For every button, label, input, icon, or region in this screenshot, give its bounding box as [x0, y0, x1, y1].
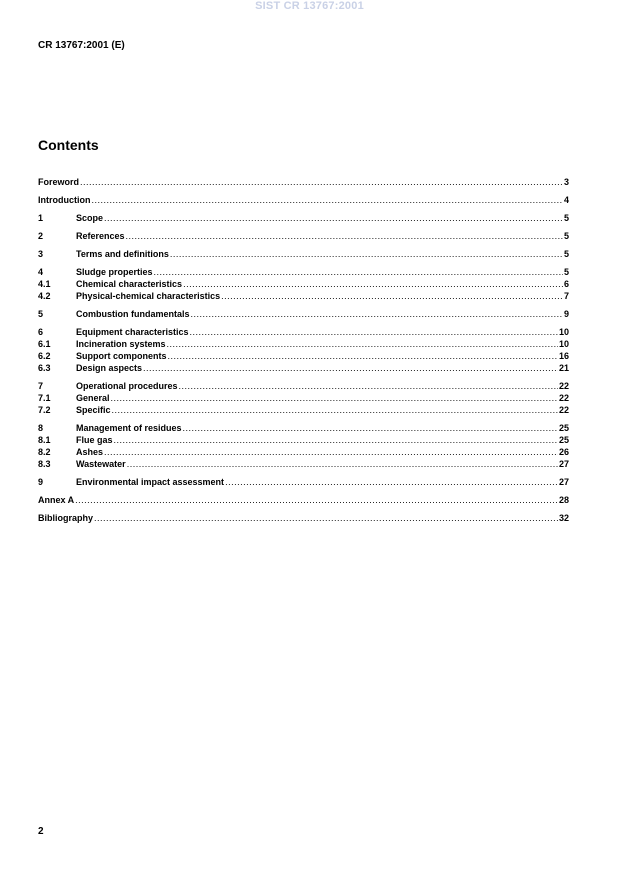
toc-dot-leader	[143, 362, 558, 374]
toc-entry-number: 6.2	[38, 351, 51, 361]
toc-entry-label: Flue gas	[76, 435, 113, 445]
toc-entry[interactable]	[38, 476, 569, 488]
toc-dot-leader	[127, 458, 558, 470]
toc-entry[interactable]	[38, 392, 569, 404]
toc-entry-number: 8.1	[38, 435, 51, 445]
toc-entry[interactable]	[38, 248, 569, 260]
toc-entry-number: 8.2	[38, 447, 51, 457]
toc-entry-label: Annex A	[38, 495, 75, 505]
document-id: CR 13767:2001 (E)	[38, 40, 125, 51]
toc-entry-page: 25	[558, 435, 569, 445]
toc-entry-page: 5	[563, 249, 569, 259]
toc-entry-label: Wastewater	[76, 459, 126, 469]
toc-dot-leader	[114, 434, 558, 446]
watermark: SIST CR 13767:2001	[255, 0, 364, 12]
toc-entry-label: Foreword	[38, 177, 80, 187]
toc-entry[interactable]	[38, 362, 569, 374]
toc-entry-label: Introduction	[38, 195, 91, 205]
toc-entry-page: 22	[558, 405, 569, 415]
toc-entry-label: Design aspects	[76, 363, 143, 373]
toc-entry-page: 27	[558, 477, 569, 487]
toc-entry[interactable]	[38, 278, 569, 290]
toc-entry-label: General	[76, 393, 110, 403]
toc-entry-label: Bibliography	[38, 513, 94, 523]
toc-dot-leader	[104, 212, 563, 224]
toc-entry-number: 4.2	[38, 291, 51, 301]
toc-entry[interactable]	[38, 338, 569, 350]
toc-entry-page: 25	[558, 423, 569, 433]
toc-entry-number: 3	[38, 249, 44, 259]
toc-entry-page: 4	[563, 195, 569, 205]
toc-dot-leader	[179, 380, 558, 392]
toc-entry-page: 32	[558, 513, 569, 523]
toc-dot-leader	[190, 326, 558, 338]
toc-dot-leader	[170, 248, 563, 260]
toc-entry[interactable]	[38, 458, 569, 470]
toc-dot-leader	[111, 392, 558, 404]
toc-entry[interactable]	[38, 404, 569, 416]
toc-entry-page: 22	[558, 381, 569, 391]
toc-entry[interactable]	[38, 350, 569, 362]
toc-entry-page: 5	[563, 267, 569, 277]
toc-dot-leader	[167, 338, 558, 350]
toc-entry-number: 8	[38, 423, 44, 433]
toc-entry-number: 7.1	[38, 393, 51, 403]
toc-entry[interactable]	[38, 194, 569, 206]
toc-entry-page: 5	[563, 231, 569, 241]
toc-entry-label: Chemical characteristics	[76, 279, 183, 289]
toc-dot-leader	[112, 404, 558, 416]
toc-entry-label: References	[76, 231, 125, 241]
toc-entry-label: Incineration systems	[76, 339, 166, 349]
toc-entry-number: 7	[38, 381, 44, 391]
toc-entry[interactable]	[38, 230, 569, 242]
toc-entry-page: 6	[563, 279, 569, 289]
toc-entry[interactable]	[38, 380, 569, 392]
toc-dot-leader	[80, 176, 563, 188]
toc-entry-page: 21	[558, 363, 569, 373]
toc-entry-label: Equipment characteristics	[76, 327, 189, 337]
page-title: Contents	[38, 137, 99, 153]
toc-dot-leader	[92, 194, 563, 206]
toc-entry-label: Scope	[76, 213, 104, 223]
toc-entry-label: Support components	[76, 351, 167, 361]
toc-entry-label: Environmental impact assessment	[76, 477, 225, 487]
toc-entry-label: Operational procedures	[76, 381, 178, 391]
toc-entry-number: 9	[38, 477, 44, 487]
toc-entry-page: 7	[563, 291, 569, 301]
toc-entry-page: 10	[558, 327, 569, 337]
toc-entry[interactable]	[38, 434, 569, 446]
toc-entry-number: 7.2	[38, 405, 51, 415]
toc-entry-page: 16	[558, 351, 569, 361]
toc-entry-number: 6.3	[38, 363, 51, 373]
toc-entry-number: 5	[38, 309, 44, 319]
toc-entry[interactable]	[38, 446, 569, 458]
toc-entry-label: Management of residues	[76, 423, 182, 433]
toc-entry-page: 22	[558, 393, 569, 403]
toc-dot-leader	[225, 476, 558, 488]
toc-entry-label: Ashes	[76, 447, 104, 457]
toc-entry-number: 6.1	[38, 339, 51, 349]
toc-entry[interactable]	[38, 422, 569, 434]
toc-entry-label: Sludge properties	[76, 267, 153, 277]
toc-entry-page: 3	[563, 177, 569, 187]
toc-entry[interactable]	[38, 266, 569, 278]
toc-entry[interactable]	[38, 308, 569, 320]
toc-entry-label: Specific	[76, 405, 111, 415]
toc-entry-number: 1	[38, 213, 44, 223]
toc-dot-leader	[154, 266, 563, 278]
toc-entry-label: Combustion fundamentals	[76, 309, 190, 319]
toc-entry-label: Physical-chemical characteristics	[76, 291, 221, 301]
toc-entry-number: 6	[38, 327, 44, 337]
toc-dot-leader	[75, 494, 558, 506]
toc-entry-number: 4	[38, 267, 44, 277]
toc-entry[interactable]	[38, 290, 569, 302]
toc-dot-leader	[221, 290, 563, 302]
toc-entry-page: 26	[558, 447, 569, 457]
toc-entry-number: 2	[38, 231, 44, 241]
toc-dot-leader	[183, 278, 563, 290]
toc-entry[interactable]	[38, 326, 569, 338]
toc-entry-number: 4.1	[38, 279, 51, 289]
toc-entry[interactable]	[38, 512, 569, 524]
toc-dot-leader	[126, 230, 563, 242]
toc-entry-page: 10	[558, 339, 569, 349]
table-of-contents	[38, 176, 569, 524]
toc-entry-page: 9	[563, 309, 569, 319]
toc-entry[interactable]	[38, 176, 569, 188]
toc-entry-page: 27	[558, 459, 569, 469]
toc-dot-leader	[183, 422, 558, 434]
toc-dot-leader	[104, 446, 558, 458]
toc-entry[interactable]	[38, 494, 569, 506]
page-number: 2	[38, 826, 44, 837]
toc-dot-leader	[191, 308, 563, 320]
toc-entry-page: 28	[558, 495, 569, 505]
toc-entry-page: 5	[563, 213, 569, 223]
toc-entry[interactable]	[38, 212, 569, 224]
toc-dot-leader	[94, 512, 558, 524]
toc-entry-number: 8.3	[38, 459, 51, 469]
toc-dot-leader	[168, 350, 558, 362]
toc-entry-label: Terms and definitions	[76, 249, 169, 259]
